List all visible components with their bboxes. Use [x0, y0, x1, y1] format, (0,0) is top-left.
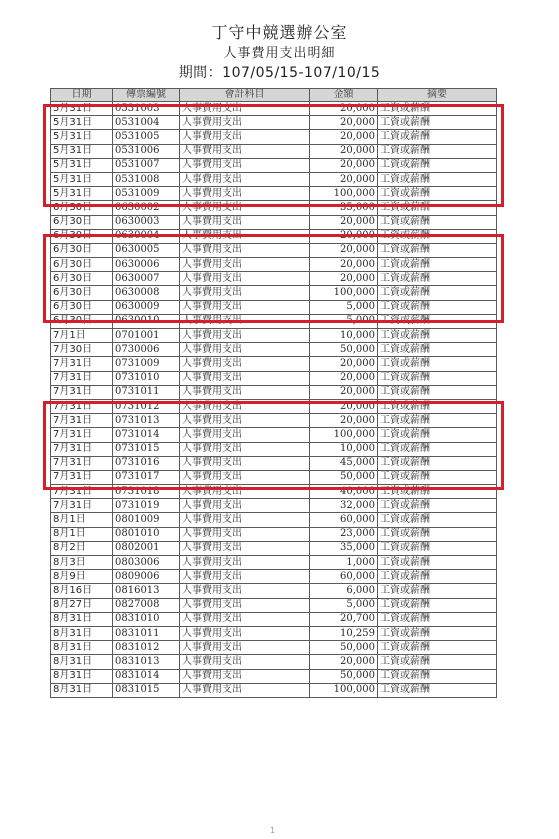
amount-cell: 100,000	[310, 683, 378, 697]
memo-cell: 工資或薪酬	[378, 144, 497, 158]
office-title: 丁守中競選辦公室	[211, 23, 348, 42]
date-cell: 5月31日	[51, 102, 113, 116]
table-row	[51, 258, 497, 272]
amount-cell: 20,000	[310, 414, 378, 428]
voucher-number-cell: 0831014	[113, 669, 180, 683]
account-cell: 人事費用支出	[180, 570, 310, 584]
date-cell: 6月30日	[51, 286, 113, 300]
column-header-date: 日期	[51, 89, 113, 102]
table-row	[51, 626, 497, 640]
account-cell: 人事費用支出	[180, 385, 310, 399]
table-body	[51, 102, 497, 698]
voucher-number-cell: 0731017	[113, 470, 180, 484]
account-cell: 人事費用支出	[180, 485, 310, 499]
account-cell: 人事費用支出	[180, 229, 310, 243]
amount-cell: 23,000	[310, 527, 378, 541]
account-cell: 人事費用支出	[180, 641, 310, 655]
voucher-number-cell: 0731016	[113, 456, 180, 470]
memo-cell: 工資或薪酬	[378, 570, 497, 584]
table-row	[51, 286, 497, 300]
table-row	[51, 158, 497, 172]
amount-cell: 20,000	[310, 158, 378, 172]
table-row	[51, 116, 497, 130]
table-row	[51, 102, 497, 116]
account-cell: 人事費用支出	[180, 172, 310, 186]
voucher-number-cell: 0831013	[113, 655, 180, 669]
table-row	[51, 669, 497, 683]
voucher-number-cell: 0831011	[113, 626, 180, 640]
amount-cell: 5,000	[310, 598, 378, 612]
account-cell: 人事費用支出	[180, 541, 310, 555]
amount-cell: 20,000	[310, 116, 378, 130]
account-cell: 人事費用支出	[180, 314, 310, 328]
date-cell: 7月31日	[51, 485, 113, 499]
memo-cell: 工資或薪酬	[378, 314, 497, 328]
date-cell: 8月27日	[51, 598, 113, 612]
memo-cell: 工資或薪酬	[378, 399, 497, 413]
table-row	[51, 314, 497, 328]
date-cell: 7月31日	[51, 470, 113, 484]
voucher-number-cell: 0809006	[113, 570, 180, 584]
column-header-account: 會計科目	[180, 89, 310, 102]
memo-cell: 工資或薪酬	[378, 442, 497, 456]
memo-cell: 工資或薪酬	[378, 626, 497, 640]
memo-cell: 工資或薪酬	[378, 172, 497, 186]
memo-cell: 工資或薪酬	[378, 272, 497, 286]
voucher-number-cell: 0831012	[113, 641, 180, 655]
voucher-number-cell: 0801010	[113, 527, 180, 541]
expense-table	[50, 88, 497, 698]
account-cell: 人事費用支出	[180, 584, 310, 598]
amount-cell: 20,000	[310, 130, 378, 144]
voucher-number-cell: 0630007	[113, 272, 180, 286]
date-cell: 8月16日	[51, 584, 113, 598]
voucher-number-cell: 0531003	[113, 102, 180, 116]
account-cell: 人事費用支出	[180, 470, 310, 484]
date-cell: 8月31日	[51, 626, 113, 640]
account-cell: 人事費用支出	[180, 527, 310, 541]
voucher-number-cell: 0731011	[113, 385, 180, 399]
memo-cell: 工資或薪酬	[378, 116, 497, 130]
date-cell: 8月1日	[51, 527, 113, 541]
voucher-number-cell: 0531008	[113, 172, 180, 186]
memo-cell: 工資或薪酬	[378, 201, 497, 215]
date-cell: 5月31日	[51, 130, 113, 144]
date-cell: 7月31日	[51, 499, 113, 513]
memo-cell: 工資或薪酬	[378, 258, 497, 272]
date-cell: 7月1日	[51, 329, 113, 343]
date-cell: 6月30日	[51, 272, 113, 286]
voucher-number-cell: 0731015	[113, 442, 180, 456]
account-cell: 人事費用支出	[180, 300, 310, 314]
voucher-number-cell: 0630005	[113, 243, 180, 257]
amount-cell: 6,000	[310, 584, 378, 598]
table-row	[51, 456, 497, 470]
memo-cell: 工資或薪酬	[378, 556, 497, 570]
voucher-number-cell: 0630002	[113, 201, 180, 215]
amount-cell: 40,000	[310, 485, 378, 499]
table-row	[51, 428, 497, 442]
column-header-amount: 金額	[310, 89, 378, 102]
date-cell: 8月3日	[51, 556, 113, 570]
memo-cell: 工資或薪酬	[378, 641, 497, 655]
table-row	[51, 598, 497, 612]
account-cell: 人事費用支出	[180, 116, 310, 130]
date-cell: 6月30日	[51, 314, 113, 328]
voucher-number-cell: 0827008	[113, 598, 180, 612]
account-cell: 人事費用支出	[180, 428, 310, 442]
memo-cell: 工資或薪酬	[378, 215, 497, 229]
table-row	[51, 655, 497, 669]
table-row	[51, 513, 497, 527]
table-row	[51, 187, 497, 201]
memo-cell: 工資或薪酬	[378, 243, 497, 257]
amount-cell: 35,000	[310, 201, 378, 215]
amount-cell: 50,000	[310, 641, 378, 655]
table-row	[51, 357, 497, 371]
column-header-voucher-number: 傳票編號	[113, 89, 180, 102]
table-row	[51, 612, 497, 626]
date-cell: 7月31日	[51, 371, 113, 385]
amount-cell: 60,000	[310, 570, 378, 584]
account-cell: 人事費用支出	[180, 286, 310, 300]
memo-cell: 工資或薪酬	[378, 683, 497, 697]
table-row	[51, 215, 497, 229]
date-cell: 7月31日	[51, 442, 113, 456]
memo-cell: 工資或薪酬	[378, 343, 497, 357]
table-row	[51, 527, 497, 541]
voucher-number-cell: 0701001	[113, 329, 180, 343]
memo-cell: 工資或薪酬	[378, 485, 497, 499]
memo-cell: 工資或薪酬	[378, 158, 497, 172]
amount-cell: 20,000	[310, 229, 378, 243]
voucher-number-cell: 0816013	[113, 584, 180, 598]
account-cell: 人事費用支出	[180, 243, 310, 257]
table-row	[51, 229, 497, 243]
report-period: 期間：107/05/15-107/10/15	[178, 65, 381, 81]
date-cell: 8月1日	[51, 513, 113, 527]
amount-cell: 5,000	[310, 300, 378, 314]
memo-cell: 工資或薪酬	[378, 527, 497, 541]
memo-cell: 工資或薪酬	[378, 456, 497, 470]
account-cell: 人事費用支出	[180, 187, 310, 201]
account-cell: 人事費用支出	[180, 258, 310, 272]
table-header-row	[51, 89, 497, 102]
date-cell: 7月31日	[51, 456, 113, 470]
amount-cell: 50,000	[310, 669, 378, 683]
table-row	[51, 243, 497, 257]
voucher-number-cell: 0801009	[113, 513, 180, 527]
amount-cell: 20,000	[310, 102, 378, 116]
memo-cell: 工資或薪酬	[378, 655, 497, 669]
table-row	[51, 584, 497, 598]
date-cell: 6月30日	[51, 258, 113, 272]
memo-cell: 工資或薪酬	[378, 428, 497, 442]
account-cell: 人事費用支出	[180, 144, 310, 158]
account-cell: 人事費用支出	[180, 626, 310, 640]
account-cell: 人事費用支出	[180, 556, 310, 570]
date-cell: 7月31日	[51, 385, 113, 399]
date-cell: 6月30日	[51, 229, 113, 243]
voucher-number-cell: 0630006	[113, 258, 180, 272]
date-cell: 8月2日	[51, 541, 113, 555]
amount-cell: 20,000	[310, 272, 378, 286]
memo-cell: 工資或薪酬	[378, 130, 497, 144]
account-cell: 人事費用支出	[180, 343, 310, 357]
voucher-number-cell: 0731019	[113, 499, 180, 513]
voucher-number-cell: 0730006	[113, 343, 180, 357]
voucher-number-cell: 0630004	[113, 229, 180, 243]
account-cell: 人事費用支出	[180, 499, 310, 513]
amount-cell: 20,000	[310, 357, 378, 371]
memo-cell: 工資或薪酬	[378, 102, 497, 116]
voucher-number-cell: 0531005	[113, 130, 180, 144]
date-cell: 5月31日	[51, 116, 113, 130]
memo-cell: 工資或薪酬	[378, 541, 497, 555]
amount-cell: 20,000	[310, 258, 378, 272]
table-row	[51, 144, 497, 158]
date-cell: 8月31日	[51, 683, 113, 697]
voucher-number-cell: 0630003	[113, 215, 180, 229]
date-cell: 5月31日	[51, 158, 113, 172]
table-row	[51, 683, 497, 697]
account-cell: 人事費用支出	[180, 201, 310, 215]
table-row	[51, 172, 497, 186]
amount-cell: 50,000	[310, 470, 378, 484]
amount-cell: 20,700	[310, 612, 378, 626]
voucher-number-cell: 0831010	[113, 612, 180, 626]
account-cell: 人事費用支出	[180, 683, 310, 697]
memo-cell: 工資或薪酬	[378, 584, 497, 598]
table-row	[51, 556, 497, 570]
table-row	[51, 641, 497, 655]
account-cell: 人事費用支出	[180, 442, 310, 456]
date-cell: 7月31日	[51, 357, 113, 371]
voucher-number-cell: 0831015	[113, 683, 180, 697]
table-row	[51, 541, 497, 555]
memo-cell: 工資或薪酬	[378, 598, 497, 612]
date-cell: 6月30日	[51, 201, 113, 215]
amount-cell: 20,000	[310, 655, 378, 669]
account-cell: 人事費用支出	[180, 612, 310, 626]
voucher-number-cell: 0731009	[113, 357, 180, 371]
voucher-number-cell: 0630008	[113, 286, 180, 300]
date-cell: 7月31日	[51, 399, 113, 413]
memo-cell: 工資或薪酬	[378, 414, 497, 428]
date-cell: 5月31日	[51, 144, 113, 158]
memo-cell: 工資或薪酬	[378, 229, 497, 243]
date-cell: 8月9日	[51, 570, 113, 584]
account-cell: 人事費用支出	[180, 456, 310, 470]
account-cell: 人事費用支出	[180, 272, 310, 286]
date-cell: 5月31日	[51, 172, 113, 186]
report-subtitle: 人事費用支出明細	[223, 46, 336, 61]
page-number: 1	[270, 826, 276, 835]
amount-cell: 20,000	[310, 399, 378, 413]
date-cell: 6月30日	[51, 243, 113, 257]
column-header-memo: 摘要	[378, 89, 497, 102]
voucher-number-cell: 0803006	[113, 556, 180, 570]
date-cell: 8月31日	[51, 641, 113, 655]
account-cell: 人事費用支出	[180, 130, 310, 144]
memo-cell: 工資或薪酬	[378, 329, 497, 343]
table-row	[51, 130, 497, 144]
amount-cell: 20,000	[310, 144, 378, 158]
amount-cell: 10,259	[310, 626, 378, 640]
amount-cell: 10,000	[310, 442, 378, 456]
account-cell: 人事費用支出	[180, 371, 310, 385]
amount-cell: 35,000	[310, 541, 378, 555]
account-cell: 人事費用支出	[180, 329, 310, 343]
voucher-number-cell: 0531007	[113, 158, 180, 172]
account-cell: 人事費用支出	[180, 513, 310, 527]
voucher-number-cell: 0731014	[113, 428, 180, 442]
table-row	[51, 485, 497, 499]
table-row	[51, 470, 497, 484]
date-cell: 8月31日	[51, 612, 113, 626]
date-cell: 6月30日	[51, 215, 113, 229]
amount-cell: 5,000	[310, 314, 378, 328]
voucher-number-cell: 0802001	[113, 541, 180, 555]
account-cell: 人事費用支出	[180, 399, 310, 413]
account-cell: 人事費用支出	[180, 655, 310, 669]
table-row	[51, 385, 497, 399]
table-row	[51, 272, 497, 286]
amount-cell: 20,000	[310, 172, 378, 186]
table-row	[51, 399, 497, 413]
account-cell: 人事費用支出	[180, 414, 310, 428]
amount-cell: 100,000	[310, 286, 378, 300]
amount-cell: 60,000	[310, 513, 378, 527]
memo-cell: 工資或薪酬	[378, 286, 497, 300]
memo-cell: 工資或薪酬	[378, 385, 497, 399]
memo-cell: 工資或薪酬	[378, 187, 497, 201]
date-cell: 8月31日	[51, 655, 113, 669]
table-row	[51, 442, 497, 456]
amount-cell: 1,000	[310, 556, 378, 570]
table-row	[51, 499, 497, 513]
account-cell: 人事費用支出	[180, 669, 310, 683]
table-row	[51, 329, 497, 343]
voucher-number-cell: 0531004	[113, 116, 180, 130]
voucher-number-cell: 0531009	[113, 187, 180, 201]
voucher-number-cell: 0630010	[113, 314, 180, 328]
date-cell: 7月30日	[51, 343, 113, 357]
amount-cell: 20,000	[310, 243, 378, 257]
amount-cell: 50,000	[310, 343, 378, 357]
table-row	[51, 343, 497, 357]
date-cell: 7月31日	[51, 414, 113, 428]
account-cell: 人事費用支出	[180, 215, 310, 229]
date-cell: 7月31日	[51, 428, 113, 442]
memo-cell: 工資或薪酬	[378, 371, 497, 385]
date-cell: 6月30日	[51, 300, 113, 314]
voucher-number-cell: 0731012	[113, 399, 180, 413]
memo-cell: 工資或薪酬	[378, 300, 497, 314]
memo-cell: 工資或薪酬	[378, 513, 497, 527]
table-row	[51, 414, 497, 428]
table-row	[51, 570, 497, 584]
account-cell: 人事費用支出	[180, 158, 310, 172]
table-row	[51, 371, 497, 385]
memo-cell: 工資或薪酬	[378, 470, 497, 484]
voucher-number-cell: 0630009	[113, 300, 180, 314]
amount-cell: 20,000	[310, 215, 378, 229]
date-cell: 8月31日	[51, 669, 113, 683]
voucher-number-cell: 0731018	[113, 485, 180, 499]
amount-cell: 20,000	[310, 385, 378, 399]
memo-cell: 工資或薪酬	[378, 669, 497, 683]
voucher-number-cell: 0731010	[113, 371, 180, 385]
voucher-number-cell: 0731013	[113, 414, 180, 428]
account-cell: 人事費用支出	[180, 598, 310, 612]
amount-cell: 100,000	[310, 428, 378, 442]
account-cell: 人事費用支出	[180, 102, 310, 116]
memo-cell: 工資或薪酬	[378, 357, 497, 371]
amount-cell: 10,000	[310, 329, 378, 343]
voucher-number-cell: 0531006	[113, 144, 180, 158]
amount-cell: 100,000	[310, 187, 378, 201]
amount-cell: 32,000	[310, 499, 378, 513]
date-cell: 5月31日	[51, 187, 113, 201]
account-cell: 人事費用支出	[180, 357, 310, 371]
memo-cell: 工資或薪酬	[378, 612, 497, 626]
amount-cell: 45,000	[310, 456, 378, 470]
amount-cell: 20,000	[310, 371, 378, 385]
table-row	[51, 201, 497, 215]
table-row	[51, 300, 497, 314]
memo-cell: 工資或薪酬	[378, 499, 497, 513]
